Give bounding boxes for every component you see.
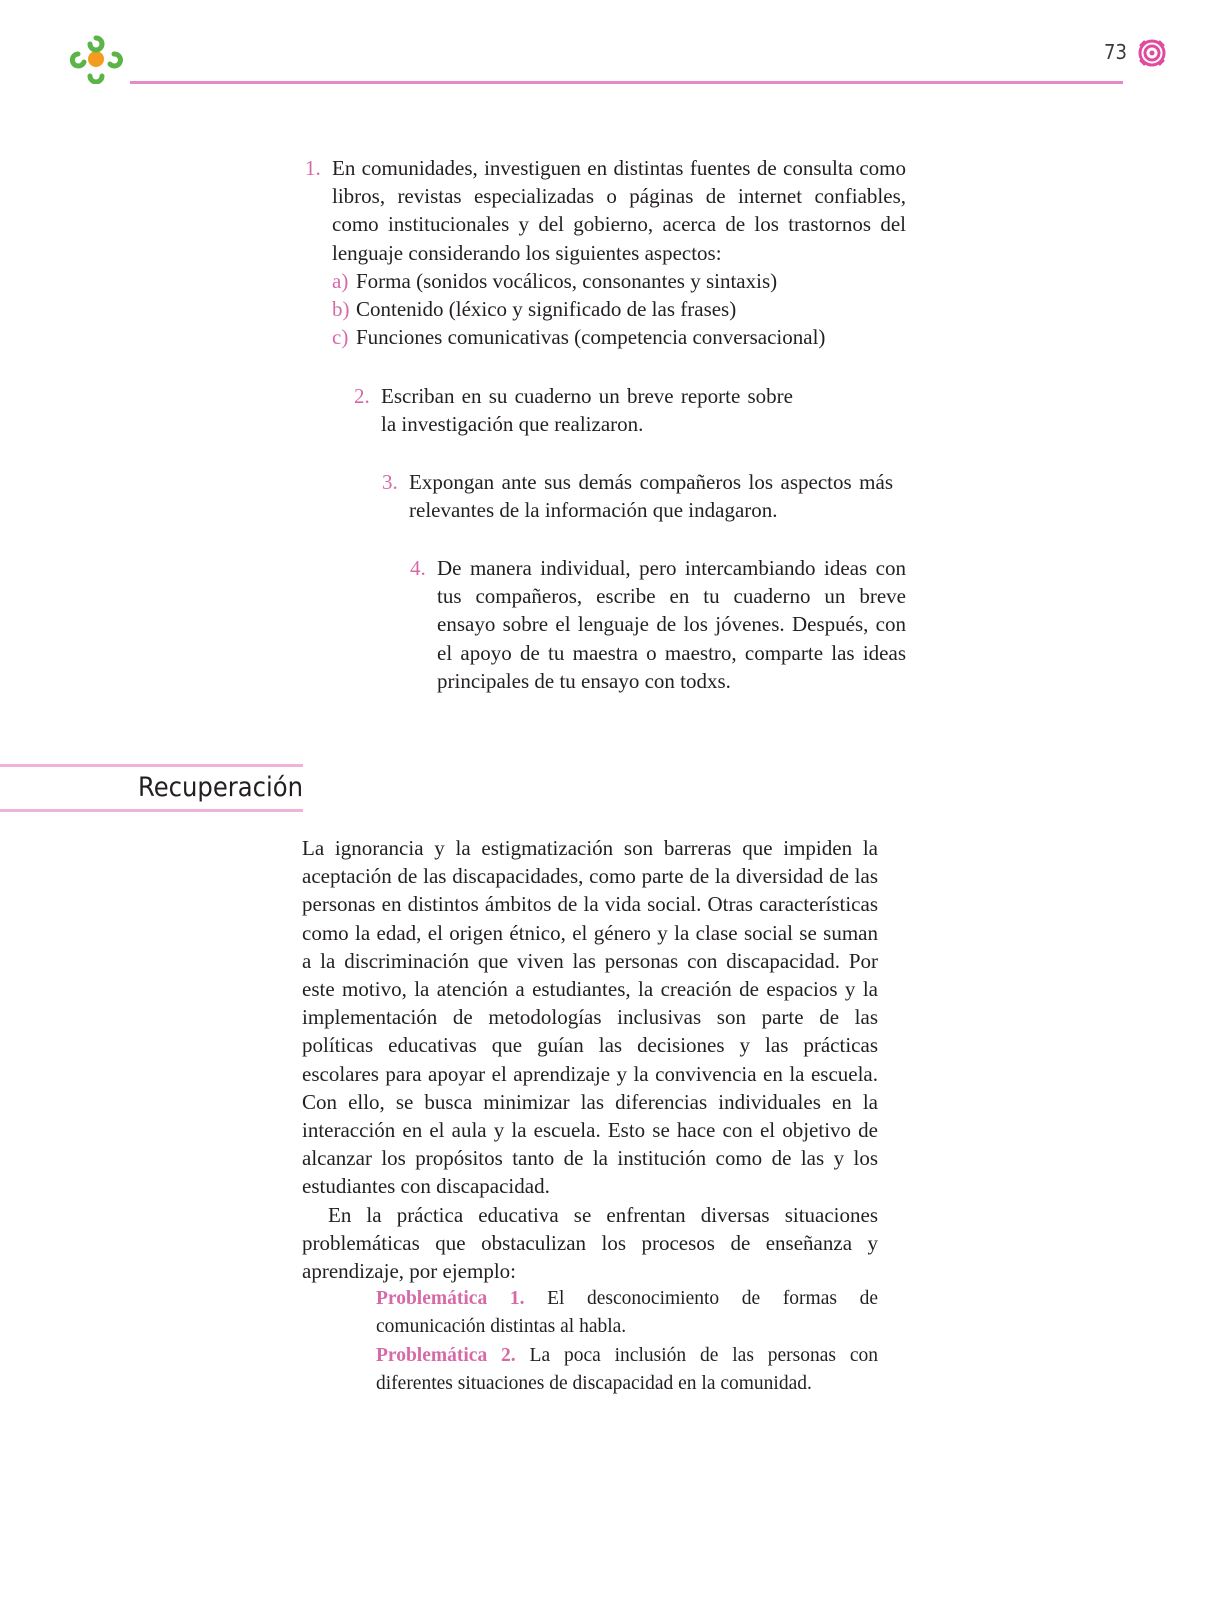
problem-label: Problemática 1.	[376, 1288, 525, 1310]
subitem-text: Contenido (léxico y significado de las frases)	[356, 297, 737, 322]
subitem-b	[332, 295, 906, 323]
problem-item-1	[376, 1285, 878, 1341]
subitem-c	[332, 323, 906, 351]
section-rule-bottom	[0, 809, 303, 812]
activity-3	[382, 468, 893, 524]
activity-number: 4.	[410, 556, 426, 580]
activity-text: Expongan ante sus demás compañeros los aspectos más relevantes de la información que indagaron.	[409, 470, 893, 523]
activity-text: Escriban en su cuaderno un breve reporte sobre la investigación que realizaron.	[381, 384, 793, 437]
activity-number: 2.	[354, 384, 370, 408]
problem-label: Problemática 2.	[376, 1344, 516, 1366]
header-rule	[130, 81, 1123, 84]
recuperacion-body	[302, 834, 878, 1398]
subitem-letter: c)	[332, 325, 349, 350]
problem-item-2	[376, 1342, 878, 1398]
subitem-a	[332, 267, 906, 295]
flower-ornament-icon	[1137, 38, 1167, 68]
subitem-text: Funciones comunicativas (competencia conversacional)	[356, 325, 826, 350]
paragraph: La ignorancia y la estigmatización son barreras que impiden la aceptación de las discapacidades, como parte de la diversidad de las personas en distintos ámbitos de la vida social. Otras características como la edad, el origen étnico, el género y la clase social se suman a la discriminación que viven las personas con discapacidad. Por este motivo, la atención a estudiantes, la creación de espacios y la implementación de metodologías inclusivas son parte de las políticas educativas que guían las decisiones y las prácticas escolares para apoyar el aprendizaje y la convivencia en la escuela. Con ello, se busca minimizar las diferencias individuales en la interacción en el aula y la escuela. Esto se hace con el objetivo de alcanzar los propósitos tanto de la institución como de las y los estudiantes con discapacidad.	[302, 836, 878, 1199]
subitem-letter: a)	[332, 268, 349, 293]
subitem-letter: b)	[332, 297, 350, 322]
logo-icon	[70, 32, 126, 84]
problem-text: El desconocimiento de formas de comunicación distintas al habla.	[376, 1288, 878, 1338]
section-heading	[0, 764, 303, 812]
problem-text: La poca inclusión de las personas con diferentes situaciones de discapacidad en la comunidad.	[376, 1344, 879, 1394]
section-title: Recuperación	[138, 772, 303, 803]
activity-number: 3.	[382, 470, 398, 494]
activity-text: De manera individual, pero intercambiando ideas con tus compañeros, escribe en tu cuaderno un breve ensayo sobre el lenguaje de los jóvenes. Después, con el apoyo de tu maestra o maestro, comparte las ideas principales de tu ensayo con todxs.	[437, 556, 906, 693]
activity-text: En comunidades, investiguen en distintas fuentes de consulta como libros, revistas especializadas o páginas de internet confiables, como institucionales y del gobierno, acerca de los trastornos del lenguaje considerando los siguientes aspectos:	[332, 156, 906, 265]
activity-1	[305, 154, 906, 351]
section-rule-top	[0, 764, 303, 767]
paragraph: En la práctica educativa se enfrentan diversas situaciones problemáticas que obstaculizan los procesos de enseñanza y aprendizaje, por ejemplo:	[302, 1202, 878, 1284]
activity-2	[354, 382, 793, 438]
activity-number: 1.	[305, 156, 321, 180]
subitem-text: Forma (sonidos vocálicos, consonantes y sintaxis)	[356, 268, 778, 293]
activity-4	[410, 554, 906, 695]
page-number: 73	[1104, 40, 1127, 64]
